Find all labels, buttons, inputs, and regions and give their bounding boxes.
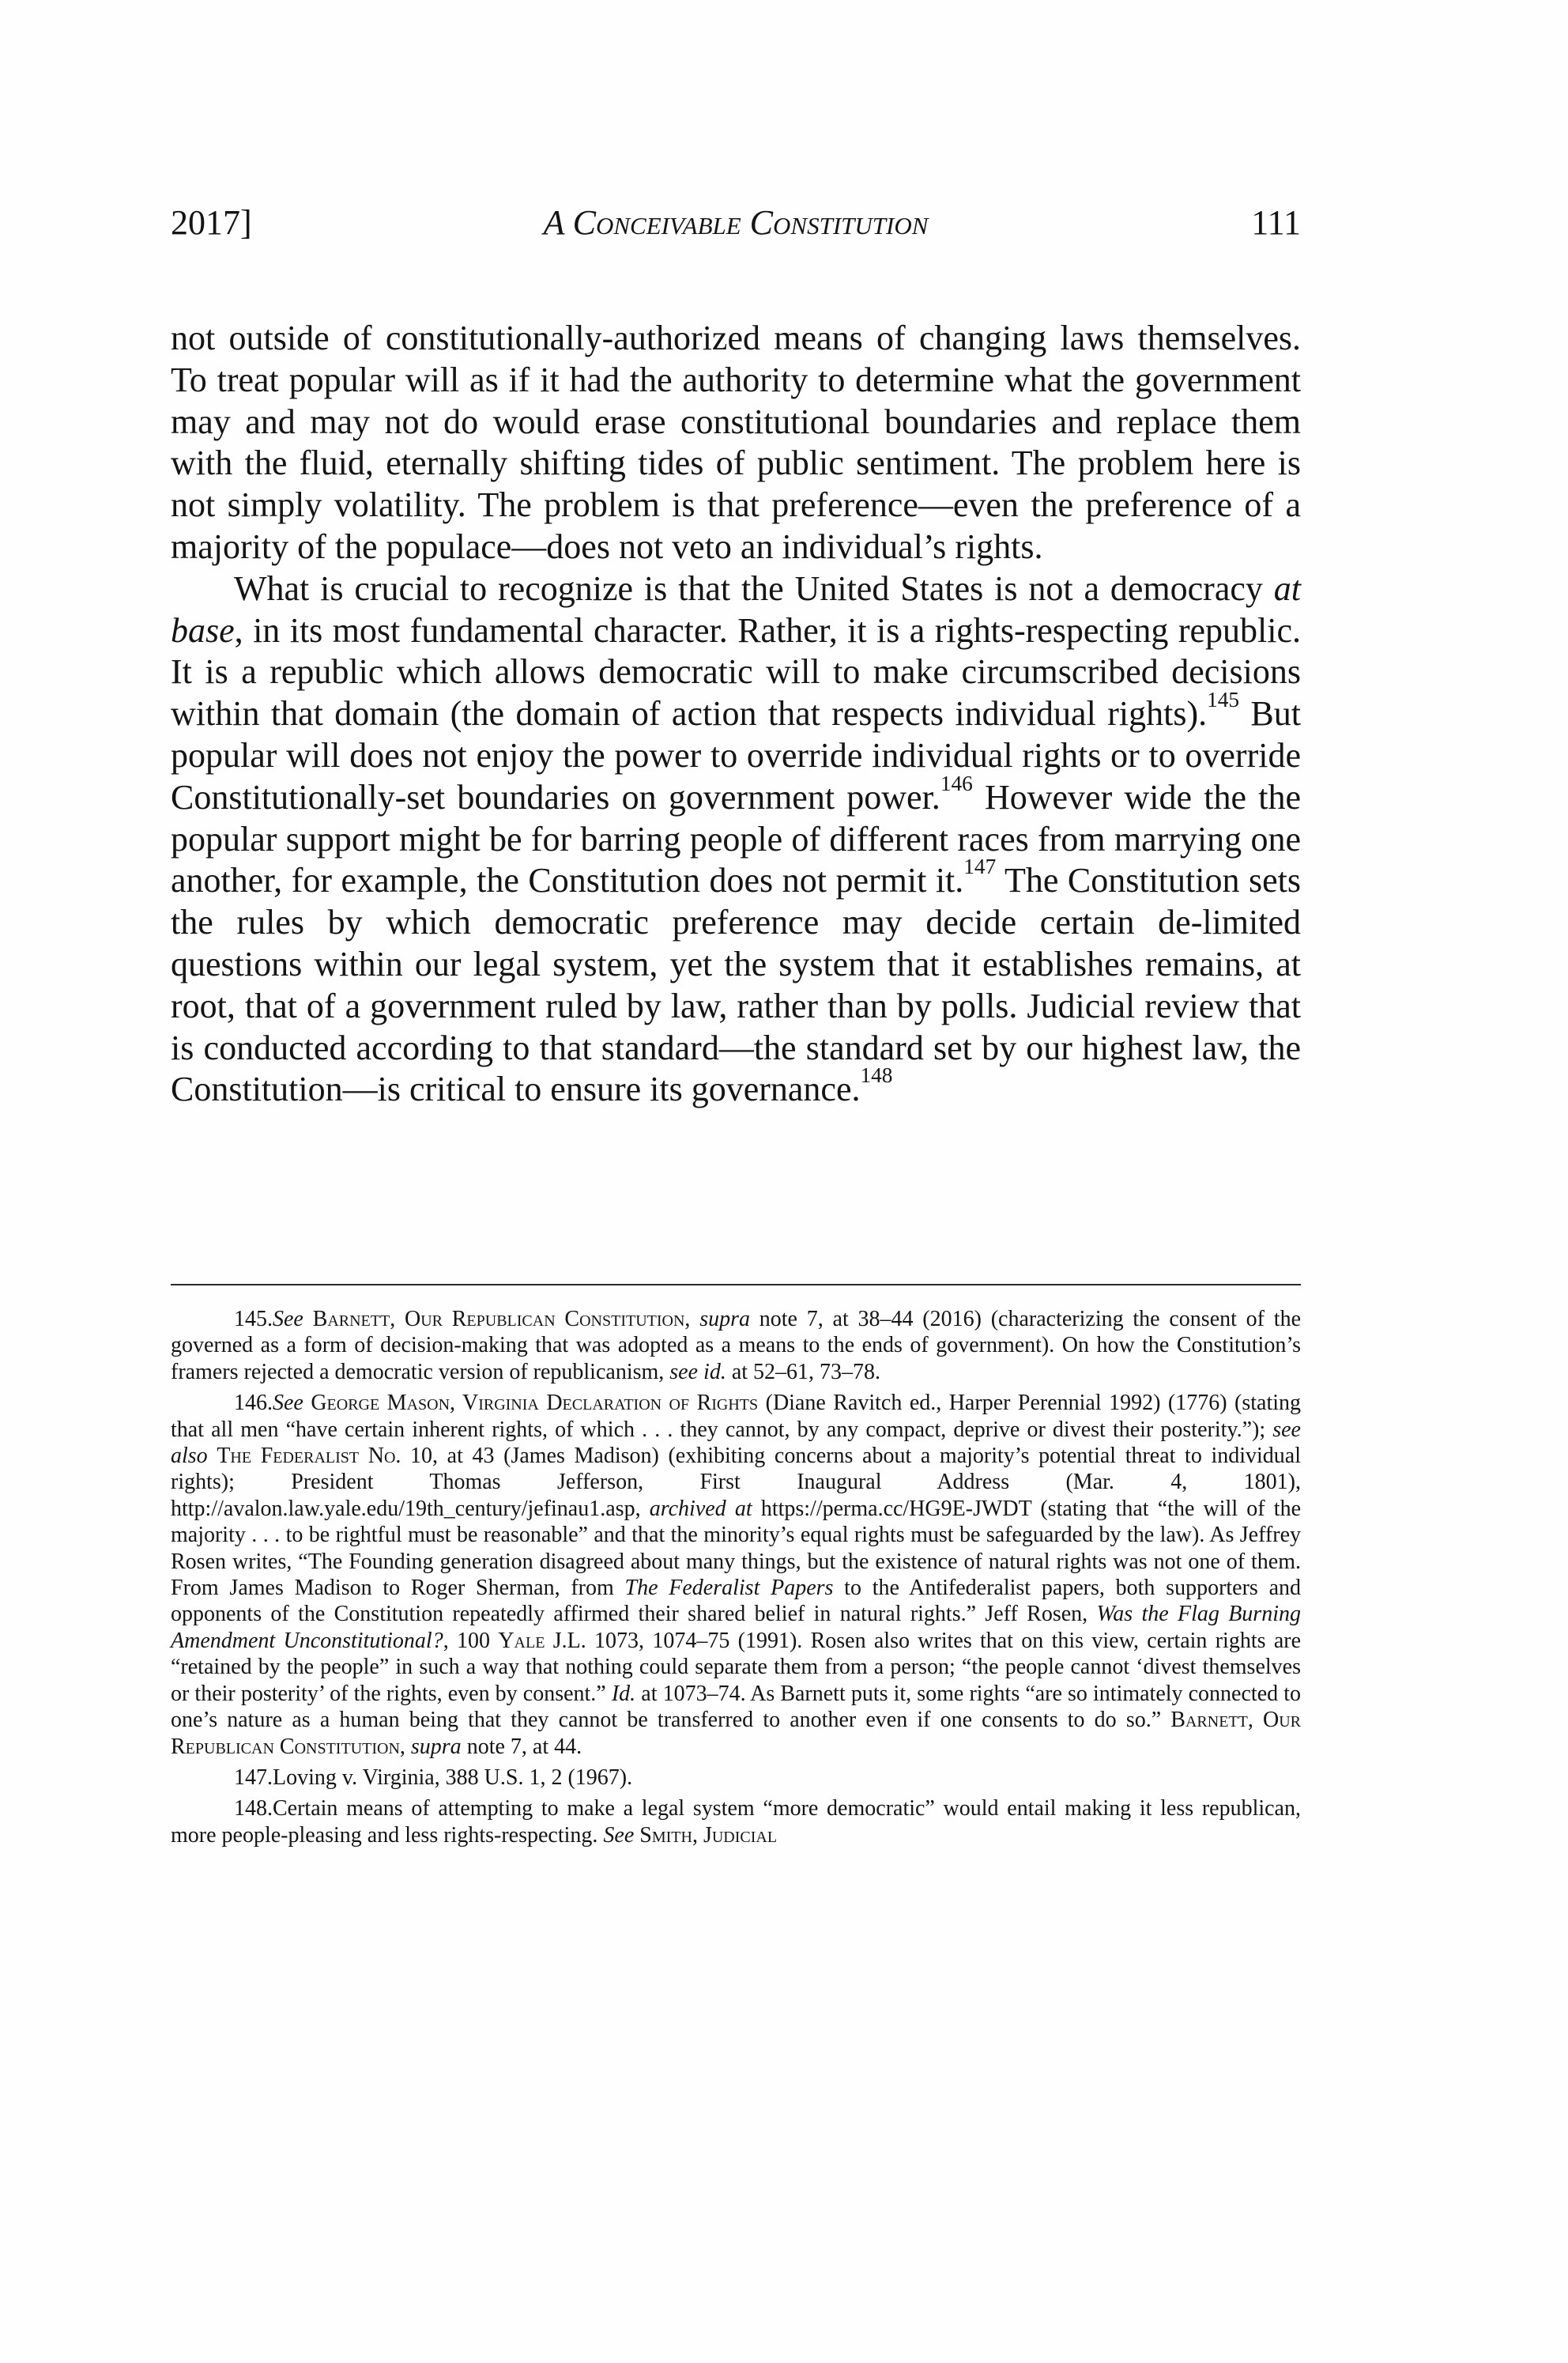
body-text-run: However wide the the popular support might be for barring people of different races from marrying one another, for example, the Constitution does not permit it. bbox=[171, 777, 1301, 900]
footnote-text: J.L. 1073, 1074–75 (1991). Rosen also writes that on this view, certain rights are “retained by the people” in such a way that nothing could separate them from a person; “the people cannot ‘divest themselves or their posterity’ of the rights, even by consent.” bbox=[171, 1628, 1301, 1706]
footnote-ref-148[interactable]: 148 bbox=[860, 1063, 893, 1088]
footnote-145 bbox=[171, 1306, 1301, 1385]
cited-work: Smith, Judicial bbox=[639, 1822, 778, 1848]
footnote-147 bbox=[171, 1765, 1301, 1791]
footnote-text: note 7, at 38–44 (2016) (characterizing the consent of the governed as a form of decision-making that was adopted as a means to the ends of government). On how the Constitution’s framers rejected a democratic version of republicanism, bbox=[171, 1307, 1301, 1384]
header-year: 2017] bbox=[171, 203, 252, 242]
signal: see id. bbox=[669, 1359, 726, 1384]
signal: Id. bbox=[611, 1681, 636, 1706]
footnote-ref-145[interactable]: 145 bbox=[1207, 687, 1239, 712]
footnote-text: note 7, at 44. bbox=[461, 1734, 582, 1759]
signal: See bbox=[603, 1822, 635, 1848]
cited-work: Barnett, Our Republican Constitution, bbox=[312, 1307, 691, 1331]
footnote-number: 147. bbox=[234, 1765, 273, 1790]
body-text-run: The Constitution sets the rules by which democratic preference may decide certain de-limited questions within our legal system, yet the system that it establishes remains, at root, that of a government ruled by law, rather than by polls. Judicial review that is conducted according to that standard—the standard set by our highest law, the Constitution—is critical to ensure its governance. bbox=[171, 861, 1301, 1109]
footnote-ref-146[interactable]: 146 bbox=[940, 771, 973, 795]
body-paragraph-2 bbox=[171, 568, 1301, 1111]
body-emphasis: at base bbox=[171, 568, 1301, 650]
signal: supra bbox=[699, 1307, 750, 1331]
header-title: A Conceivable Constitution bbox=[543, 203, 929, 242]
cited-work: Yale bbox=[498, 1628, 545, 1653]
body-text-run: What is crucial to recognize is that the United States is not a democracy bbox=[234, 568, 1274, 608]
running-header bbox=[171, 199, 1301, 247]
footnote-text: at 1073–74. As Barnett puts it, some rights “are so intimately connected to one’s nature as a human being that they cannot be transferred to another even if one consents to do so.” bbox=[171, 1681, 1301, 1733]
cited-work: Barnett, Our Republican Constitution, bbox=[171, 1708, 1301, 1759]
signal: supra bbox=[410, 1734, 462, 1759]
footnote-number: 146. bbox=[234, 1391, 273, 1416]
footnote-text: Loving v. Virginia, 388 U.S. 1, 2 (1967). bbox=[273, 1765, 633, 1790]
footnote-text: , 100 bbox=[443, 1628, 499, 1653]
page-number: 111 bbox=[1251, 203, 1301, 242]
footnote-text: Certain means of attempting to make a legal system “more democratic” would entail making it less republican, more people-pleasing and less rights-respecting. bbox=[171, 1796, 1301, 1848]
footnote-text: 10, at 43 (James Madison) (exhibiting concerns about a majority’s potential threat to individual rights); President Thomas Jefferson, First Inaugural Address (Mar. 4, 1801), http://avalon.law.yale.edu/19th_century/jefinau1.asp, bbox=[171, 1444, 1301, 1521]
cited-work: George Mason, Virginia Declaration of Rights bbox=[311, 1391, 759, 1416]
cited-work: The Federalist No. bbox=[217, 1444, 401, 1469]
cited-title: Was the Flag Burning Amendment Unconstitutional? bbox=[171, 1602, 1301, 1653]
footnote-146 bbox=[171, 1390, 1301, 1760]
footnote-divider bbox=[171, 1284, 1301, 1285]
footnote-text: (Diane Ravitch ed., Harper Perennial 1992) (1776) (stating that all men “have certain inherent rights, of which . . . they cannot, by any compact, deprive or divest their posterity.”); bbox=[171, 1391, 1301, 1442]
main-text bbox=[171, 318, 1301, 1111]
footnote-number: 148. bbox=[234, 1796, 273, 1821]
signal: see also bbox=[171, 1417, 1301, 1469]
footnote-text: at 52–61, 73–78. bbox=[726, 1359, 881, 1384]
signal: See bbox=[273, 1307, 303, 1331]
footnote-ref-147[interactable]: 147 bbox=[963, 855, 997, 879]
footnote-text: https://perma.cc/HG9E-JWDT (stating that “the will of the majority . . . to be rightful must be reasonable” and that the minority’s equal rights must be safeguarded by the law). As Jeffrey Rosen writes, “The Founding generation disagreed about many things, but the existence of natural rights was not one of them. From James Madison to Roger Sherman, from bbox=[171, 1496, 1302, 1601]
body-text-run: But popular will does not enjoy the power to override individual rights or to override Constitutionally-set boundaries on government power. bbox=[171, 694, 1301, 817]
body-text-run: , in its most fundamental character. Rather, it is a rights-respecting republic. It is a republic which allows democratic will to make circumscribed decisions within that domain (the domain of action that respects individual rights). bbox=[171, 610, 1301, 734]
footnote-148 bbox=[171, 1795, 1301, 1848]
footnote-text: to the Antifederalist papers, both supporters and opponents of the Constitution repeatedly affirmed their shared belief in natural rights.” Jeff Rosen, bbox=[171, 1576, 1301, 1627]
footnote-number: 145. bbox=[234, 1307, 273, 1331]
body-paragraph-1: not outside of constitutionally-authorized means of changing laws themselves. To treat popular will as if it had the authority to determine what the government may and may not do would erase constitutional boundaries and replace them with the fluid, eternally shifting tides of public sentiment. The problem here is not simply volatility. The problem is that preference—even the preference of a majority of the populace—does not veto an individual’s rights. bbox=[171, 319, 1301, 566]
footnotes bbox=[171, 1306, 1301, 1853]
signal: See bbox=[273, 1391, 303, 1416]
cited-title: The Federalist Papers bbox=[624, 1576, 834, 1601]
signal: archived at bbox=[649, 1496, 752, 1521]
